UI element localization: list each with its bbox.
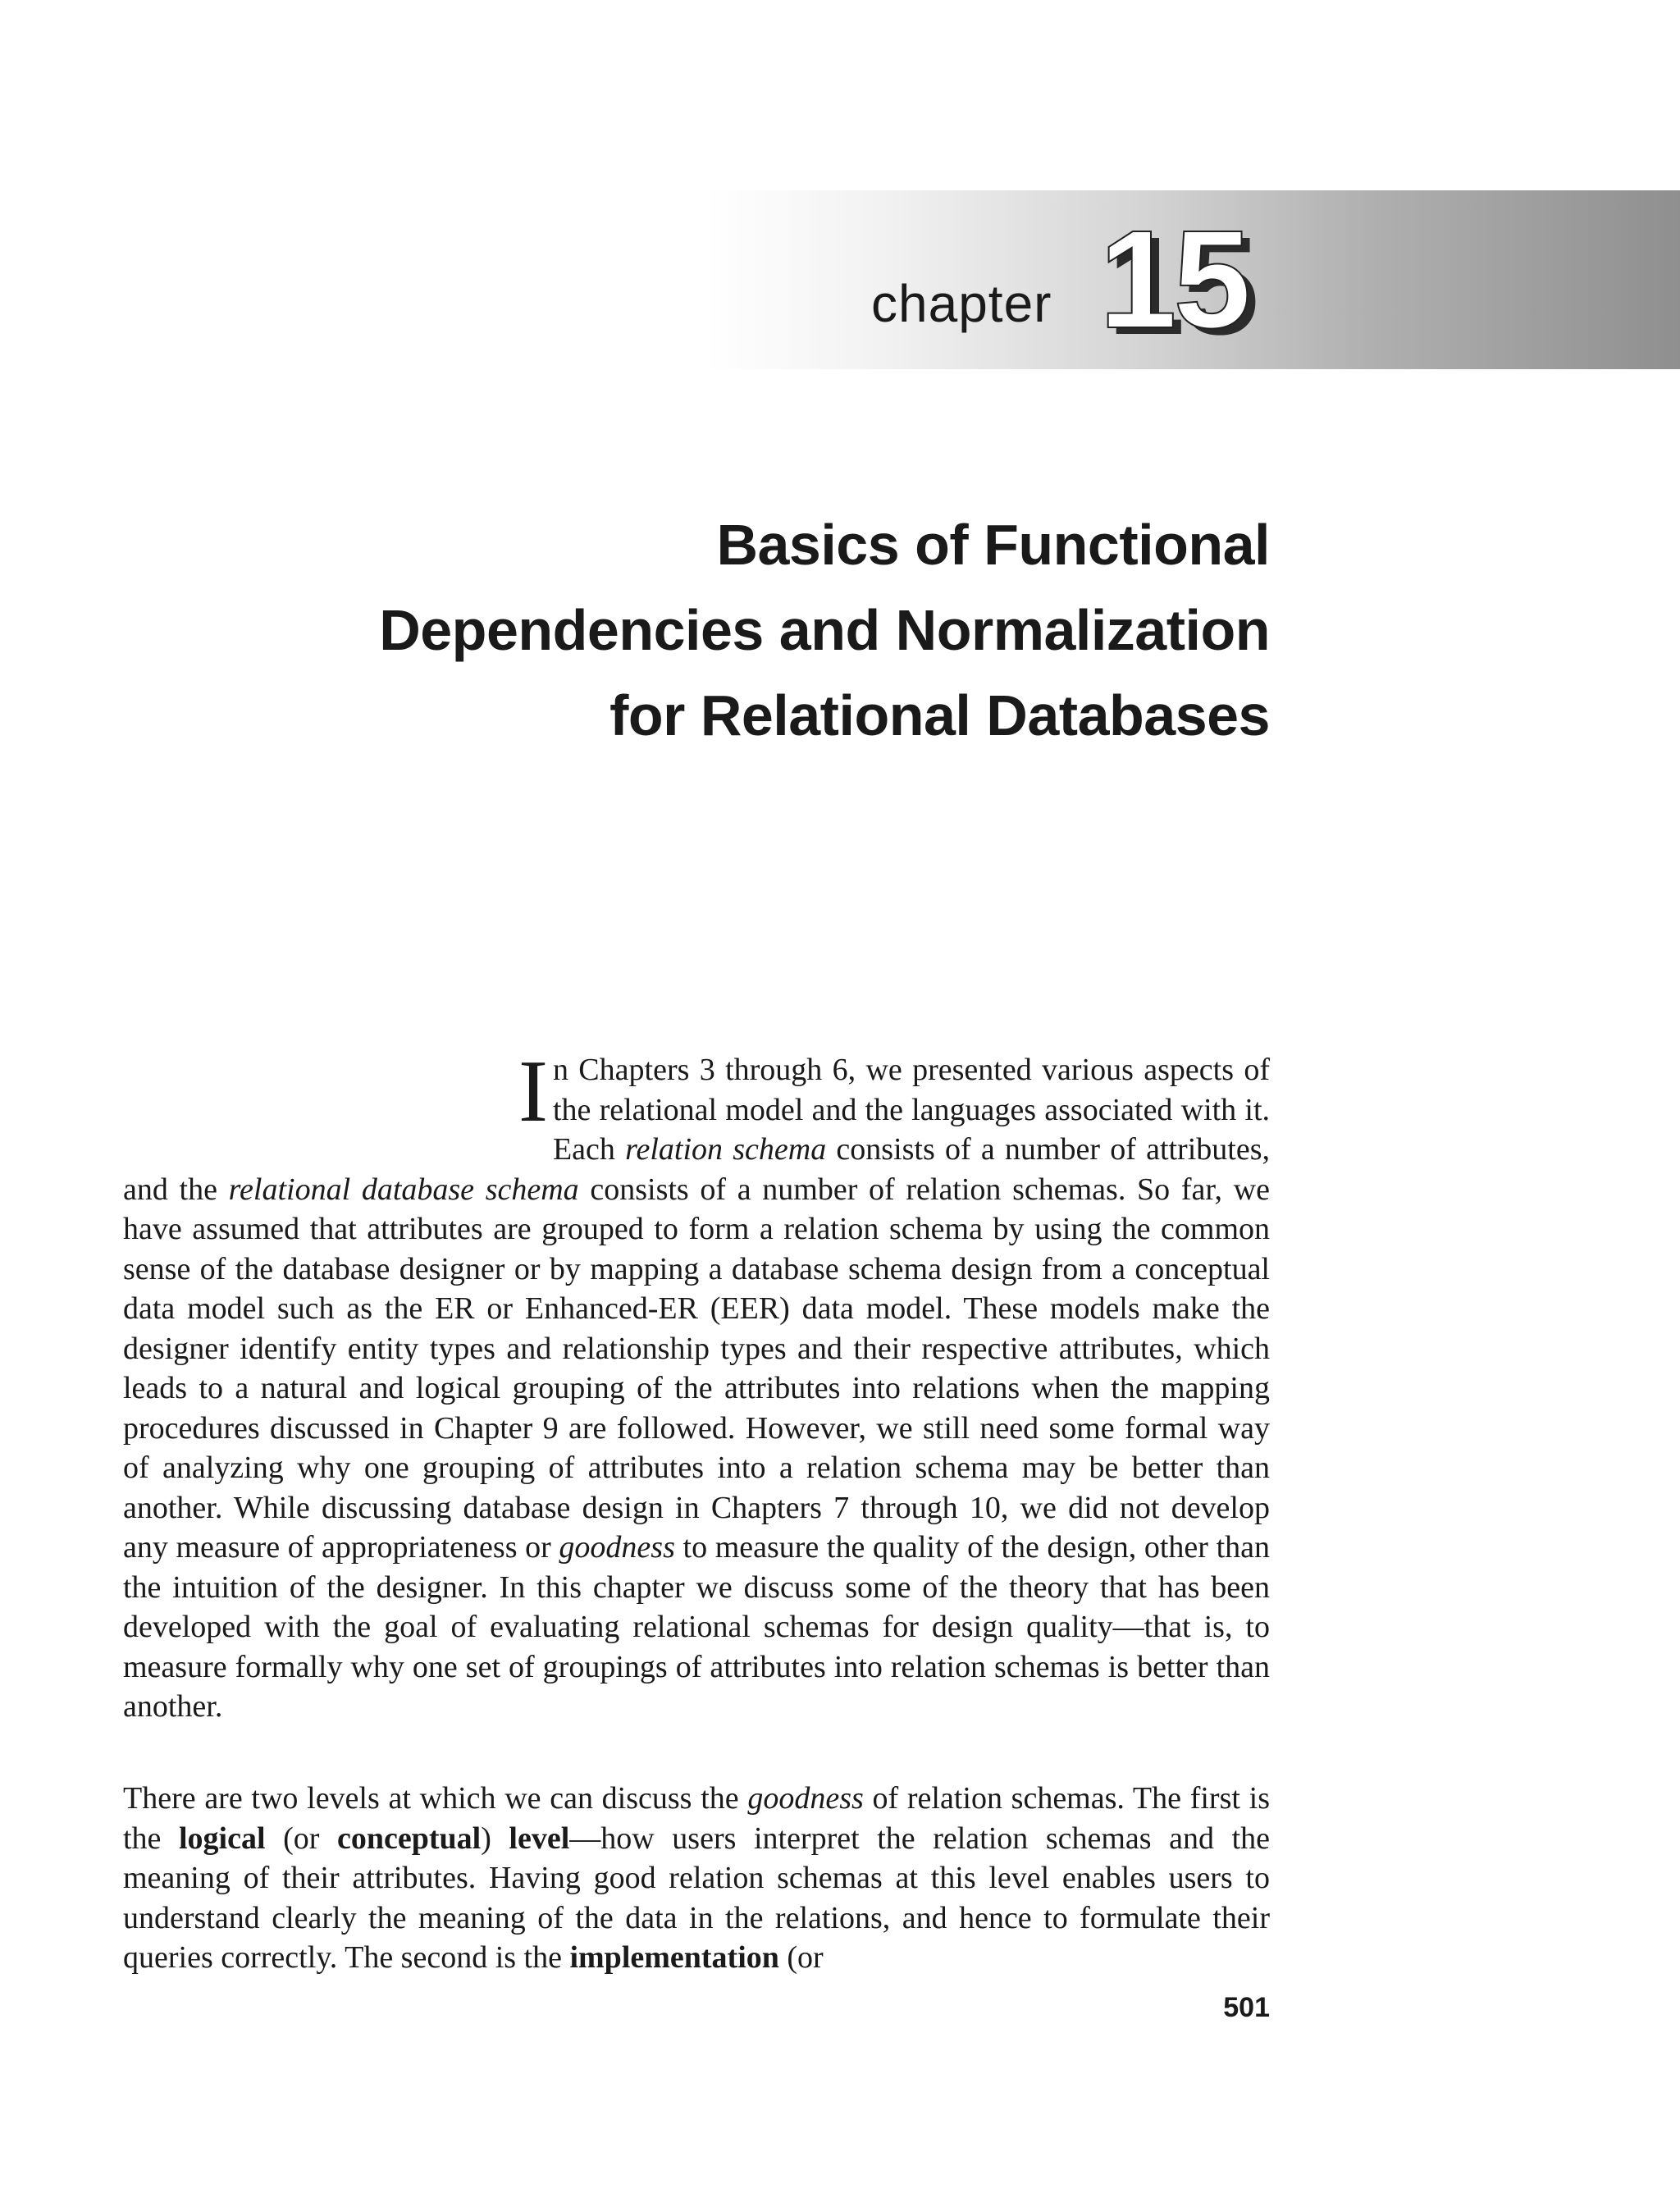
second-paragraph — [123, 1779, 1270, 1978]
intro-text-4: to measure the quality of the design, other than the intuition of the designer. In this chapter we discuss some of the theory that has been developed with the goal of evaluating relational schemas for design quality—that is, to measure formally why one set of groupings of attributes into relation schemas is better than another. — [123, 1530, 1270, 1724]
chapter-title-line-1: Basics of Functional — [716, 513, 1270, 577]
intro-text-3: consists of a number of relation schemas. So far, we have assumed that attributes are grouped to form a relation schema by using the common sense of the database designer or by mapping a database schema design from a conceptual data model such as the ER or Enhanced-ER (EER) data model. These models make the designer identify entity types and relationship types and their respective attributes, which leads to a natural and logical grouping of the attributes into relations when the mapping procedures discussed in Chapter 9 are followed. However, we still need some formal way of analyzing why one grouping of attributes into a relation schema may be better than another. While discussing database design in Chapters 7 through 10, we did not develop any measure of appropriateness or — [123, 1172, 1270, 1565]
intro-text-2: consists of a number of attributes, and the — [123, 1132, 1270, 1207]
term-relation-schema: relation schema — [625, 1132, 827, 1167]
intro-text-1: n Chapters 3 through 6, we presented various aspects of the relational model and the languages associated with it. Each — [552, 1053, 1270, 1167]
term-goodness: goodness — [559, 1530, 675, 1565]
term-logical: logical — [179, 1821, 266, 1856]
para2-text-1: There are two levels at which we can discuss the — [123, 1781, 748, 1816]
term-relational-database-schema: relational database schema — [228, 1172, 579, 1207]
drop-cap: I — [518, 1043, 548, 1140]
term-level: level — [509, 1821, 570, 1856]
chapter-title-line-2: Dependencies and Normalization — [379, 598, 1270, 662]
para2-text-4: ) — [481, 1821, 509, 1856]
para2-text-2: of relation schemas. The first is the — [123, 1781, 1270, 1856]
page-number: 501 — [1223, 1992, 1270, 2023]
intro-paragraph — [123, 1043, 1270, 1727]
term-conceptual: conceptual — [336, 1821, 482, 1856]
para2-text-3: (or — [265, 1821, 337, 1856]
term-implementation: implementation — [569, 1940, 779, 1975]
chapter-title-line-3: for Relational Databases — [609, 683, 1270, 747]
para2-text-5: —how users interpret the relation schemas and the meaning of their attributes. Having good relation schemas at this level enables users to understand clearly the meaning of the data in the relations, and hence to formulate their queries correctly. The second is the — [123, 1821, 1270, 1975]
para2-text-6: (or — [778, 1940, 824, 1975]
para2-term-goodness: goodness — [747, 1781, 864, 1816]
chapter-title — [123, 502, 1270, 758]
chapter-label: chapter — [871, 274, 1052, 333]
chapter-number: 15 — [1099, 202, 1249, 358]
